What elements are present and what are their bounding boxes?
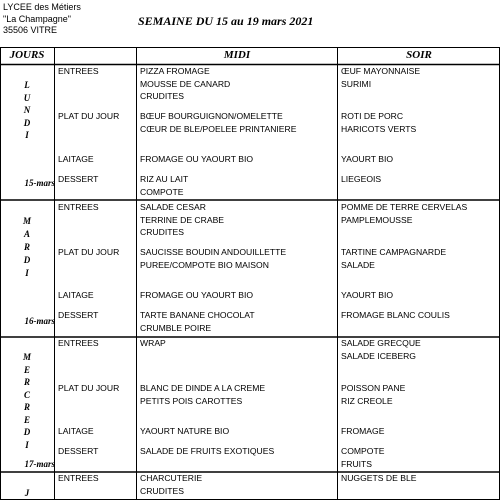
midi-dish: CRUDITES — [140, 91, 184, 101]
day-letter: A — [23, 229, 30, 239]
soir-dish: FROMAGE BLANC COULIS — [341, 310, 450, 320]
midi-dish: MOUSSE DE CANARD — [140, 78, 231, 89]
day-letter: D — [23, 117, 31, 128]
day-letter: L — [24, 80, 30, 90]
day-letter: E — [23, 364, 30, 375]
soir-dish: ŒUF MAYONNAISE — [341, 66, 421, 76]
category-label: LAITAGE — [58, 426, 94, 436]
soir-dish: POMME DE TERRE CERVELAS — [341, 202, 468, 212]
day-letter: R — [23, 402, 30, 413]
category-label: LAITAGE — [58, 154, 94, 164]
midi-dish: SAUCISSE BOUDIN ANDOUILLETTE — [140, 247, 287, 257]
soir-dish: PAMPLEMOUSSE — [341, 214, 413, 225]
soir-dish: FRUITS — [341, 458, 373, 469]
day-letter: I — [25, 130, 29, 140]
day-letter: D — [23, 427, 31, 438]
day-letter: M — [22, 216, 31, 226]
school-subname: "La Champagne" — [3, 13, 71, 24]
day-letter: I — [25, 268, 29, 278]
category-label: DESSERT — [58, 446, 99, 456]
midi-dish: WRAP — [140, 338, 166, 348]
midi-dish: BLANC DE DINDE A LA CREME — [140, 383, 266, 393]
category-label: ENTREES — [58, 66, 99, 76]
soir-dish: SALADE GRECQUE — [341, 338, 421, 348]
soir-dish: SURIMI — [341, 78, 372, 89]
midi-dish: FROMAGE OU YAOURT BIO — [140, 290, 254, 300]
school-name: LYCEE des Métiers — [3, 2, 81, 12]
category-label: ENTREES — [58, 473, 99, 483]
day-letter: N — [23, 105, 31, 115]
midi-dish: CHARCUTERIE — [140, 473, 203, 483]
midi-dish: FROMAGE OU YAOURT BIO — [140, 154, 254, 164]
day-letter: R — [23, 377, 30, 388]
day-letter: U — [23, 92, 31, 103]
midi-dish: TERRINE DE CRABE — [140, 214, 225, 225]
soir-dish: YAOURT BIO — [341, 154, 394, 164]
soir-dish: RIZ CREOLE — [341, 395, 393, 406]
category-label: LAITAGE — [58, 290, 94, 300]
day-letter: J — [24, 488, 30, 498]
soir-dish: YAOURT BIO — [341, 290, 394, 300]
soir-dish: LIEGEOIS — [341, 174, 382, 184]
soir-dish: FROMAGE — [341, 426, 385, 436]
midi-dish: YAOURT NATURE BIO — [140, 426, 230, 436]
category-label: PLAT DU JOUR — [58, 247, 120, 257]
category-label: DESSERT — [58, 310, 99, 320]
midi-dish: CRUDITES — [140, 227, 184, 237]
day-letter: R — [23, 242, 30, 252]
soir-dish: SALADE — [341, 259, 375, 270]
category-label: PLAT DU JOUR — [58, 111, 120, 121]
column-header-jours: JOURS — [9, 49, 45, 61]
school-address — [3, 2, 81, 37]
midi-dish: BŒUF BOURGUIGNON/OMELETTE — [140, 111, 283, 121]
column-header-soir: SOIR — [406, 49, 432, 61]
soir-dish: ROTI DE PORC — [341, 111, 404, 121]
midi-dish: TARTE BANANE CHOCOLAT — [140, 310, 255, 320]
midi-dish: RIZ AU LAIT — [140, 174, 189, 184]
day-letter: I — [25, 440, 29, 450]
midi-dish: PETITS POIS CAROTTES — [140, 395, 243, 406]
soir-dish: POISSON PANE — [341, 383, 406, 393]
page-title: SEMAINE DU 15 au 19 mars 2021 — [138, 14, 314, 28]
day-letter: M — [22, 352, 31, 362]
day-date: 15-mars — [24, 178, 55, 188]
midi-dish: PUREE/COMPOTE BIO MAISON — [140, 259, 269, 270]
day-date: 17-mars — [24, 459, 55, 469]
midi-dish: CRUDITES — [140, 485, 184, 496]
midi-dish: PIZZA FROMAGE — [140, 66, 210, 76]
category-label: ENTREES — [58, 338, 99, 348]
soir-dish: NUGGETS DE BLE — [341, 473, 417, 483]
midi-dish: CRUMBLE POIRE — [140, 322, 212, 333]
soir-dish: SALADE ICEBERG — [341, 350, 416, 361]
midi-dish: COMPOTE — [140, 186, 184, 197]
day-date: 16-mars — [24, 316, 55, 326]
category-label: DESSERT — [58, 174, 99, 184]
day-letter: E — [23, 414, 30, 425]
midi-dish: SALADE CESAR — [140, 202, 206, 212]
midi-dish: SALADE DE FRUITS EXOTIQUES — [140, 446, 275, 456]
day-letter: C — [23, 389, 30, 400]
soir-dish: TARTINE CAMPAGNARDE — [341, 247, 447, 257]
school-city: 35506 VITRE — [3, 25, 58, 35]
category-label: ENTREES — [58, 202, 99, 212]
soir-dish: HARICOTS VERTS — [341, 123, 417, 134]
category-label: PLAT DU JOUR — [58, 383, 120, 393]
column-header-midi: MIDI — [223, 49, 251, 61]
soir-dish: COMPOTE — [341, 446, 385, 456]
day-letter: D — [23, 255, 31, 265]
midi-dish: CŒUR DE BLE/POELEE PRINTANIERE — [140, 123, 297, 134]
